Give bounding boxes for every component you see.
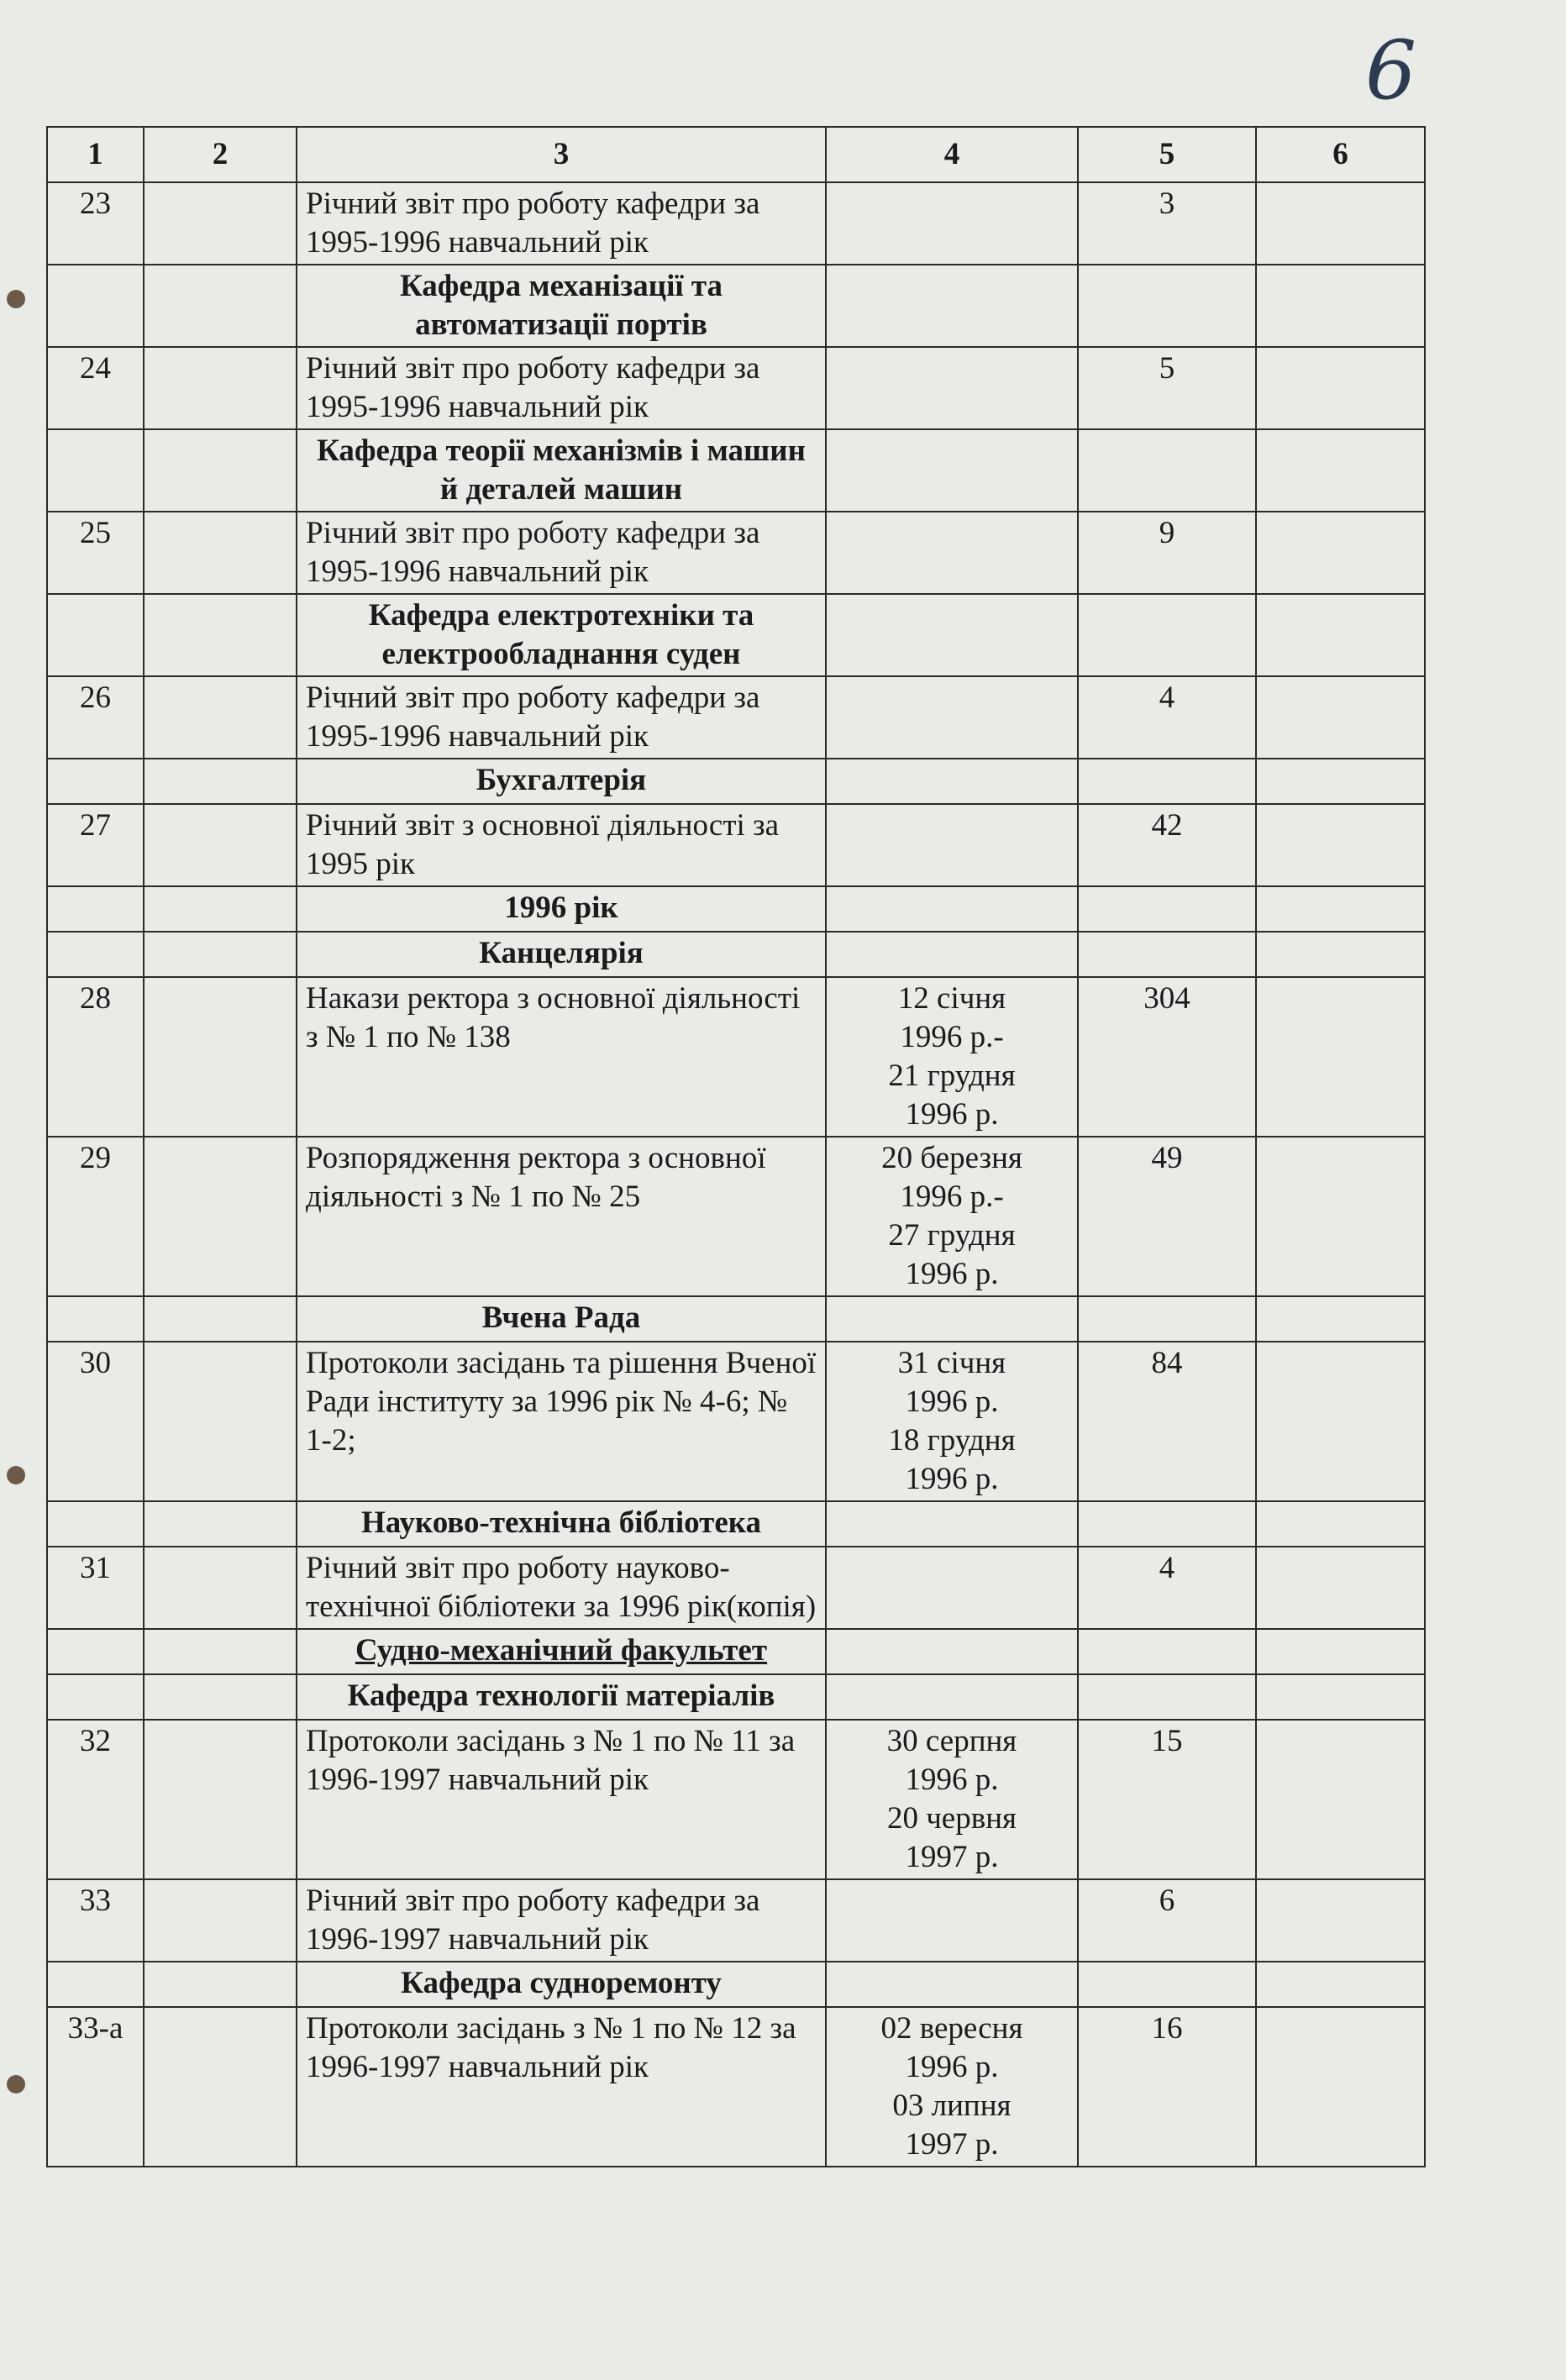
- table-row: [47, 1720, 1425, 1879]
- cell-empty: [144, 676, 297, 759]
- cell-empty: [1256, 1342, 1425, 1501]
- item-number: 25: [47, 512, 144, 594]
- cell-empty: [144, 1342, 297, 1501]
- item-title: Річний звіт про роботу кафедри за 1995-1996 навчальний рік: [297, 512, 826, 594]
- cell-empty: [47, 759, 144, 804]
- page-number: 6: [1365, 24, 1417, 118]
- item-title: Розпорядження ректора з основної діяльності з № 1 по № 25: [297, 1137, 826, 1296]
- cell-empty: [1256, 1674, 1425, 1720]
- item-title: Протоколи засідань та рішення Вченої Ради інституту за 1996 рік № 4-6; № 1-2;: [297, 1342, 826, 1501]
- item-number: 31: [47, 1547, 144, 1629]
- cell-empty: [1256, 1879, 1425, 1962]
- cell-empty: [826, 1674, 1078, 1720]
- cell-empty: [1256, 1547, 1425, 1629]
- table-row: [47, 977, 1425, 1137]
- item-sheet-count: 6: [1078, 1879, 1256, 1962]
- section-heading-row: [47, 265, 1425, 347]
- item-number: 29: [47, 1137, 144, 1296]
- cell-empty: [826, 1962, 1078, 2007]
- cell-empty: [144, 594, 297, 676]
- cell-empty: [1256, 429, 1425, 512]
- cell-empty: [1256, 1720, 1425, 1879]
- section-title: Кафедра електротехніки та електрообладнання суден: [297, 594, 826, 676]
- cell-empty: [826, 932, 1078, 977]
- item-title: Річний звіт про роботу кафедри за 1995-1996 навчальний рік: [297, 347, 826, 429]
- table-row: [47, 2007, 1425, 2167]
- section-title: Канцелярія: [297, 932, 826, 977]
- cell-empty: [144, 1296, 297, 1342]
- item-sheet-count: 15: [1078, 1720, 1256, 1879]
- item-sheet-count: 4: [1078, 1547, 1256, 1629]
- item-dates: [826, 1879, 1078, 1962]
- cell-empty: [47, 1629, 144, 1674]
- item-dates: 31 січня 1996 р. 18 грудня 1996 р.: [826, 1342, 1078, 1501]
- cell-empty: [1256, 804, 1425, 886]
- column-header: 1: [47, 127, 144, 182]
- cell-empty: [1256, 977, 1425, 1137]
- cell-empty: [47, 1962, 144, 2007]
- cell-empty: [144, 2007, 297, 2167]
- section-heading-row: [47, 594, 1425, 676]
- item-number: 26: [47, 676, 144, 759]
- section-title: Кафедра механізації та автоматизації портів: [297, 265, 826, 347]
- cell-empty: [1078, 1629, 1256, 1674]
- cell-empty: [144, 886, 297, 932]
- register-body: [47, 182, 1425, 2167]
- item-sheet-count: 5: [1078, 347, 1256, 429]
- item-title: Річний звіт про роботу кафедри за 1995-1996 навчальний рік: [297, 676, 826, 759]
- section-heading-row: [47, 429, 1425, 512]
- item-title: Річний звіт про роботу кафедри за 1996-1997 навчальний рік: [297, 1879, 826, 1962]
- table-row: [47, 1547, 1425, 1629]
- cell-empty: [144, 1547, 297, 1629]
- cell-empty: [144, 1629, 297, 1674]
- section-title: Кафедра судноремонту: [297, 1962, 826, 2007]
- item-number: 27: [47, 804, 144, 886]
- table-row: [47, 676, 1425, 759]
- section-title: Кафедра технології матеріалів: [297, 1674, 826, 1720]
- cell-empty: [1078, 1501, 1256, 1547]
- cell-empty: [826, 594, 1078, 676]
- table-row: [47, 1137, 1425, 1296]
- item-number: 33-а: [47, 2007, 144, 2167]
- cell-empty: [47, 1674, 144, 1720]
- cell-empty: [144, 512, 297, 594]
- cell-empty: [144, 1137, 297, 1296]
- header-row: [47, 127, 1425, 182]
- item-number: 33: [47, 1879, 144, 1962]
- item-dates: 20 березня 1996 р.- 27 грудня 1996 р.: [826, 1137, 1078, 1296]
- item-sheet-count: 304: [1078, 977, 1256, 1137]
- cell-empty: [1078, 1962, 1256, 2007]
- cell-empty: [47, 429, 144, 512]
- item-title: Протоколи засідань з № 1 по № 12 за 1996-1997 навчальний рік: [297, 2007, 826, 2167]
- cell-empty: [826, 1296, 1078, 1342]
- cell-empty: [1256, 932, 1425, 977]
- item-dates: [826, 804, 1078, 886]
- item-sheet-count: 9: [1078, 512, 1256, 594]
- cell-empty: [1256, 1501, 1425, 1547]
- item-dates: 12 січня 1996 р.- 21 грудня 1996 р.: [826, 977, 1078, 1137]
- cell-empty: [1078, 1296, 1256, 1342]
- table-row: [47, 1879, 1425, 1962]
- cell-empty: [826, 1629, 1078, 1674]
- cell-empty: [144, 182, 297, 265]
- item-number: 28: [47, 977, 144, 1137]
- binder-hole: [7, 290, 25, 308]
- item-sheet-count: 42: [1078, 804, 1256, 886]
- cell-empty: [1256, 1629, 1425, 1674]
- cell-empty: [826, 265, 1078, 347]
- cell-empty: [1256, 1137, 1425, 1296]
- binder-hole: [7, 1466, 25, 1484]
- item-sheet-count: 84: [1078, 1342, 1256, 1501]
- section-heading-row: [47, 932, 1425, 977]
- cell-empty: [144, 429, 297, 512]
- item-sheet-count: 3: [1078, 182, 1256, 265]
- item-dates: [826, 512, 1078, 594]
- item-number: 24: [47, 347, 144, 429]
- cell-empty: [826, 759, 1078, 804]
- cell-empty: [1078, 1674, 1256, 1720]
- cell-empty: [1078, 594, 1256, 676]
- item-title: Річний звіт з основної діяльності за 1995 рік: [297, 804, 826, 886]
- item-sheet-count: 49: [1078, 1137, 1256, 1296]
- item-title: Річний звіт про роботу науково-технічної бібліотеки за 1996 рік(копія): [297, 1547, 826, 1629]
- cell-empty: [47, 886, 144, 932]
- cell-empty: [1078, 932, 1256, 977]
- cell-empty: [1078, 759, 1256, 804]
- cell-empty: [144, 1879, 297, 1962]
- cell-empty: [144, 1962, 297, 2007]
- cell-empty: [1078, 886, 1256, 932]
- cell-empty: [1256, 1296, 1425, 1342]
- item-sheet-count: 16: [1078, 2007, 1256, 2167]
- cell-empty: [144, 347, 297, 429]
- column-header: 4: [826, 127, 1078, 182]
- cell-empty: [1256, 347, 1425, 429]
- section-title: Науково-технічна бібліотека: [297, 1501, 826, 1547]
- cell-empty: [144, 1720, 297, 1879]
- cell-empty: [1256, 1962, 1425, 2007]
- item-dates: 02 вересня 1996 р. 03 липня 1997 р.: [826, 2007, 1078, 2167]
- cell-empty: [1256, 182, 1425, 265]
- column-header: 5: [1078, 127, 1256, 182]
- table-row: [47, 804, 1425, 886]
- section-heading-row: [47, 759, 1425, 804]
- section-title: Судно-механічний факультет: [297, 1629, 826, 1674]
- cell-empty: [1078, 429, 1256, 512]
- section-heading-row: [47, 1501, 1425, 1547]
- cell-empty: [826, 886, 1078, 932]
- section-heading-row: [47, 1962, 1425, 2007]
- column-header: 3: [297, 127, 826, 182]
- cell-empty: [1256, 512, 1425, 594]
- section-title: Кафедра теорії механізмів і машин й деталей машин: [297, 429, 826, 512]
- cell-empty: [1256, 2007, 1425, 2167]
- cell-empty: [47, 932, 144, 977]
- cell-empty: [1256, 759, 1425, 804]
- cell-empty: [826, 429, 1078, 512]
- item-title: Протоколи засідань з № 1 по № 11 за 1996-1997 навчальний рік: [297, 1720, 826, 1879]
- item-sheet-count: 4: [1078, 676, 1256, 759]
- section-heading-row: [47, 1674, 1425, 1720]
- item-dates: [826, 347, 1078, 429]
- item-number: 30: [47, 1342, 144, 1501]
- table-row: [47, 182, 1425, 265]
- cell-empty: [1256, 594, 1425, 676]
- item-dates: 30 серпня 1996 р. 20 червня 1997 р.: [826, 1720, 1078, 1879]
- section-heading-row: [47, 886, 1425, 932]
- cell-empty: [47, 1296, 144, 1342]
- cell-empty: [144, 1674, 297, 1720]
- item-title: Річний звіт про роботу кафедри за 1995-1996 навчальний рік: [297, 182, 826, 265]
- cell-empty: [47, 594, 144, 676]
- item-number: 32: [47, 1720, 144, 1879]
- item-dates: [826, 676, 1078, 759]
- cell-empty: [144, 932, 297, 977]
- table-row: [47, 512, 1425, 594]
- section-heading-row: [47, 1296, 1425, 1342]
- item-dates: [826, 1547, 1078, 1629]
- cell-empty: [1256, 265, 1425, 347]
- cell-empty: [47, 265, 144, 347]
- cell-empty: [144, 1501, 297, 1547]
- cell-empty: [144, 265, 297, 347]
- section-heading-row: [47, 1629, 1425, 1674]
- cell-empty: [1256, 886, 1425, 932]
- item-title: Накази ректора з основної діяльності з № 1 по № 138: [297, 977, 826, 1137]
- section-title: Бухгалтерія: [297, 759, 826, 804]
- column-header: 6: [1256, 127, 1425, 182]
- item-number: 23: [47, 182, 144, 265]
- cell-empty: [1078, 265, 1256, 347]
- section-title: Вчена Рада: [297, 1296, 826, 1342]
- table-row: [47, 1342, 1425, 1501]
- cell-empty: [47, 1501, 144, 1547]
- archive-register-table: [46, 126, 1426, 2167]
- item-dates: [826, 182, 1078, 265]
- cell-empty: [144, 759, 297, 804]
- cell-empty: [144, 804, 297, 886]
- cell-empty: [1256, 676, 1425, 759]
- section-title: 1996 рік: [297, 886, 826, 932]
- binder-hole: [7, 2075, 25, 2094]
- column-header: 2: [144, 127, 297, 182]
- cell-empty: [144, 977, 297, 1137]
- cell-empty: [826, 1501, 1078, 1547]
- table-row: [47, 347, 1425, 429]
